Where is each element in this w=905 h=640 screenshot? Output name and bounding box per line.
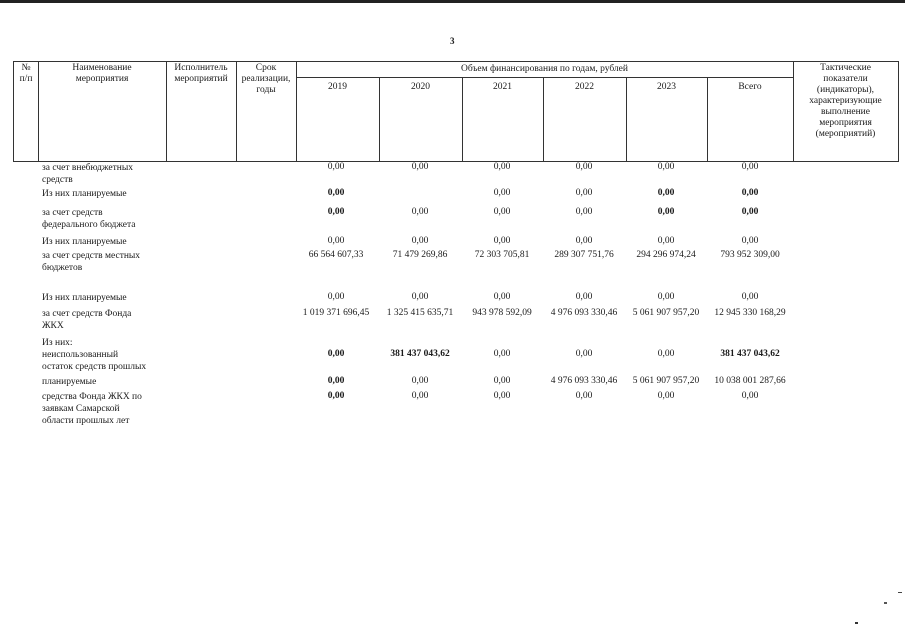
row-value: 4 976 093 330,46 — [550, 376, 618, 386]
row-value: 0,00 — [493, 391, 511, 401]
header-num: № п/п — [19, 63, 33, 84]
row-label: за счет внебюджетных средств — [42, 163, 133, 185]
header-total: Всего — [738, 82, 762, 92]
row-value: 72 303 705,81 — [474, 250, 530, 260]
row-value: 0,00 — [411, 376, 429, 386]
row-value: 1 019 371 696,45 — [302, 308, 370, 318]
header-year-2021: 2021 — [493, 82, 512, 92]
scan-mark — [855, 622, 858, 624]
row-value: 0,00 — [575, 292, 593, 302]
row-value: 66 564 607,33 — [308, 250, 364, 260]
row-value: 0,00 — [657, 349, 675, 359]
row-value: 0,00 — [411, 236, 429, 246]
row-value: 0,00 — [575, 236, 593, 246]
header-executor: Исполнитель мероприятий — [174, 63, 228, 84]
header-indicators: Тактические показатели (индикаторы), характеризующие выполнение мероприятия (мероприятий) — [809, 63, 882, 139]
scan-mark — [898, 592, 902, 593]
row-value: 0,00 — [575, 349, 593, 359]
row-value: 12 945 330 168,29 — [714, 308, 786, 318]
row-label: за счет средств федерального бюджета — [42, 208, 136, 230]
row-label: Из них планируемые — [42, 189, 127, 199]
row-value: 294 296 974,24 — [636, 250, 696, 260]
row-label: Из них: — [42, 338, 73, 348]
header-financing: Объем финансирования по годам, рублей — [461, 64, 628, 74]
row-value: 0,00 — [493, 207, 511, 217]
row-value: 0,00 — [575, 391, 593, 401]
scan-mark — [884, 602, 887, 604]
row-value: 0,00 — [493, 292, 511, 302]
row-value: 0,00 — [741, 188, 759, 198]
row-label: Из них планируемые — [42, 293, 127, 303]
row-value: 10 038 001 287,66 — [714, 376, 786, 386]
row-value: 0,00 — [493, 376, 511, 386]
row-value: 0,00 — [657, 391, 675, 401]
row-value: 0,00 — [493, 349, 511, 359]
header-year-2023: 2023 — [657, 82, 676, 92]
row-value: 0,00 — [657, 162, 675, 172]
header-year-2020: 2020 — [411, 82, 430, 92]
row-value: 0,00 — [741, 162, 759, 172]
row-value: 0,00 — [741, 207, 759, 217]
row-value: 0,00 — [741, 292, 759, 302]
row-value: 1 325 415 635,71 — [386, 308, 454, 318]
row-value: 0,00 — [493, 236, 511, 246]
row-value: 381 437 043,62 — [720, 349, 780, 359]
row-value: 5 061 907 957,20 — [632, 308, 700, 318]
page-number: 3 — [450, 36, 455, 46]
row-value: 0,00 — [741, 236, 759, 246]
row-value: 0,00 — [657, 207, 675, 217]
row-label: средства Фонда ЖКХ по заявкам Самарской области прошлых лет — [42, 392, 142, 426]
header-name: Наименование мероприятия — [72, 63, 132, 84]
row-value: 0,00 — [575, 207, 593, 217]
row-value: 0,00 — [575, 162, 593, 172]
row-label: за счет средств местных бюджетов — [42, 251, 141, 273]
row-value: 0,00 — [741, 391, 759, 401]
row-value: 0,00 — [575, 188, 593, 198]
row-value: 4 976 093 330,46 — [550, 308, 618, 318]
row-value: 0,00 — [411, 391, 429, 401]
row-value: 0,00 — [327, 349, 345, 359]
top-border-line — [0, 0, 905, 3]
row-label: за счет средств Фонда ЖКХ — [42, 309, 132, 331]
row-value: 0,00 — [657, 188, 675, 198]
row-value: 0,00 — [327, 188, 345, 198]
row-value: 0,00 — [327, 236, 345, 246]
row-value: 5 061 907 957,20 — [632, 376, 700, 386]
row-value: 0,00 — [411, 207, 429, 217]
row-value: 0,00 — [493, 188, 511, 198]
row-value: 0,00 — [327, 391, 345, 401]
row-value: 943 978 592,09 — [472, 308, 532, 318]
row-value: 0,00 — [327, 292, 345, 302]
row-label: Из них планируемые — [42, 237, 127, 247]
row-value: 381 437 043,62 — [390, 349, 450, 359]
row-label: планируемые — [42, 377, 97, 387]
header-term: Срок реализации, годы — [241, 63, 291, 95]
row-value: 0,00 — [657, 236, 675, 246]
row-value: 0,00 — [657, 292, 675, 302]
row-value: 793 952 309,00 — [720, 250, 780, 260]
row-value: 0,00 — [493, 162, 511, 172]
row-value: 289 307 751,76 — [554, 250, 614, 260]
row-value: 0,00 — [327, 376, 345, 386]
header-year-2022: 2022 — [575, 82, 594, 92]
row-value: 71 479 269,86 — [392, 250, 448, 260]
row-value: 0,00 — [327, 162, 345, 172]
row-label: неиспользованный остаток средств прошлых — [42, 350, 147, 372]
row-value: 0,00 — [327, 207, 345, 217]
row-value: 0,00 — [411, 292, 429, 302]
header-year-2019: 2019 — [328, 82, 347, 92]
row-value: 0,00 — [411, 162, 429, 172]
